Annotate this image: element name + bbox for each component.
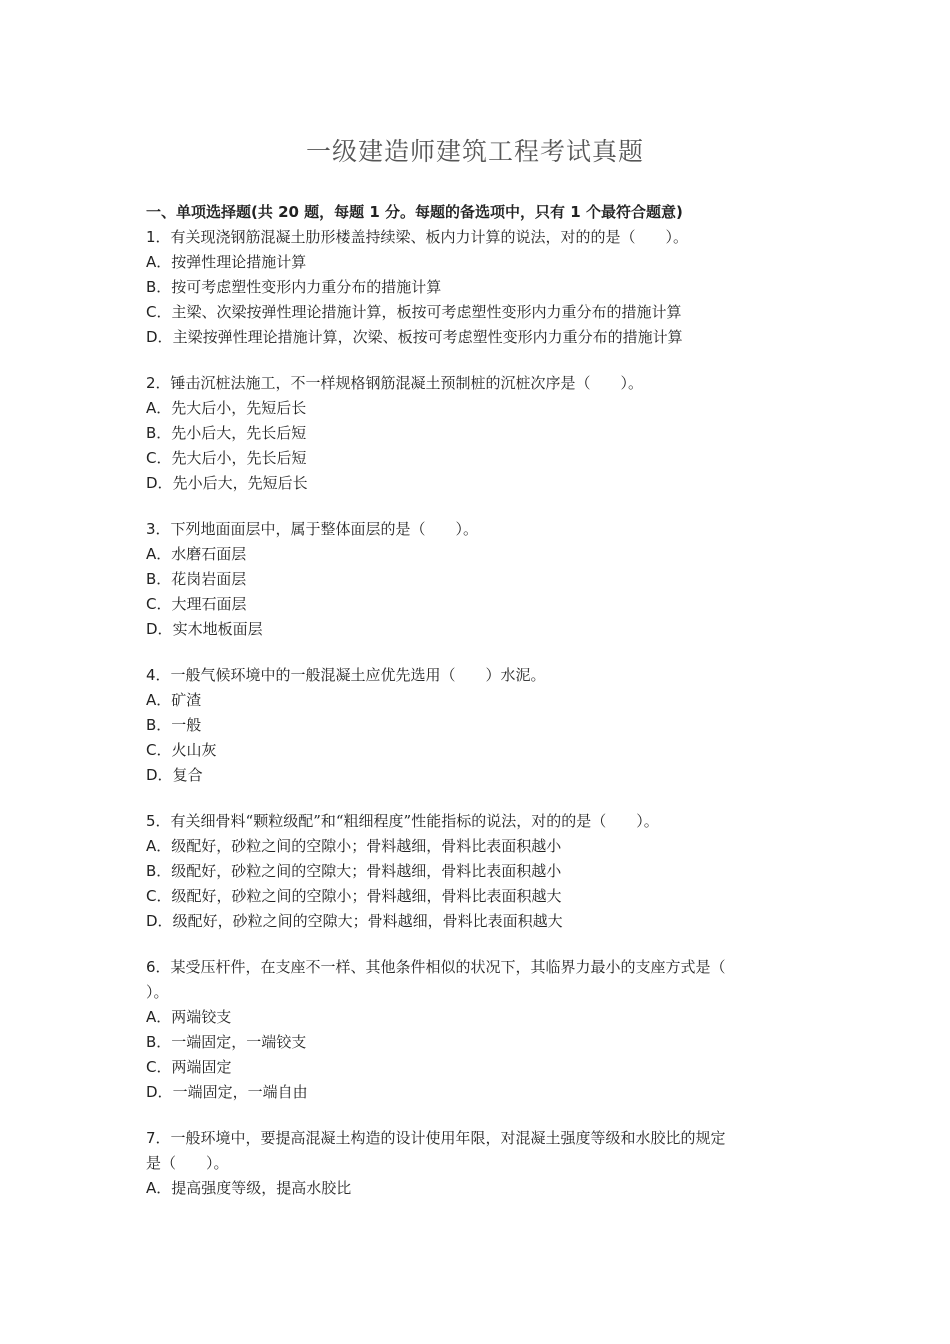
option-text: 主梁、次梁按弹性理论措施计算，板按可考虑塑性变形内力重分布的措施计算 [171, 303, 682, 321]
option [146, 592, 806, 617]
option-text: 矿渣 [171, 691, 202, 709]
question-number: 4． [146, 666, 171, 684]
option-text: 提高强度等级，提高水胶比 [171, 1179, 352, 1197]
option [146, 325, 806, 350]
option-text: 按可考虑塑性变形内力重分布的措施计算 [171, 278, 442, 296]
option-letter: A． [146, 1008, 172, 1026]
option-letter: D． [146, 328, 173, 346]
option-letter: C． [146, 741, 172, 759]
option-text: 级配好，砂粒之间的空隙大；骨料越细，骨料比表面积越大 [172, 912, 563, 930]
option-text: 级配好，砂粒之间的空隙小；骨料越细，骨料比表面积越大 [171, 887, 562, 905]
option-text: 火山灰 [171, 741, 217, 759]
option-letter: B． [146, 716, 172, 734]
option [146, 275, 806, 300]
option [146, 471, 806, 496]
option-letter: A． [146, 1179, 172, 1197]
option [146, 250, 806, 275]
option-letter: C． [146, 1058, 172, 1076]
question-stem [146, 980, 806, 1005]
option [146, 909, 806, 934]
question-4 [146, 663, 806, 788]
question-7 [146, 1126, 806, 1201]
option [146, 567, 806, 592]
option-text: 大理石面层 [171, 595, 247, 613]
option [146, 446, 806, 471]
option [146, 738, 806, 763]
option-letter: B． [146, 424, 172, 442]
option-text: 两端固定 [171, 1058, 232, 1076]
option-letter: C． [146, 303, 172, 321]
option-letter: B． [146, 278, 172, 296]
option-text: 一端固定，一端自由 [172, 1083, 308, 1101]
option-letter: C． [146, 887, 172, 905]
question-number: 2． [146, 374, 171, 392]
question-stem-text: 某受压杆件，在支座不一样、其他条件相似的状况下，其临界力最小的支座方式是（ [170, 958, 726, 976]
option [146, 1005, 806, 1030]
question-stem-text: 有关细骨料“颗粒级配”和“粗细程度”性能指标的说法，对的的是（ ）。 [170, 812, 659, 830]
question-3 [146, 517, 806, 642]
option [146, 421, 806, 446]
option-letter: A． [146, 545, 172, 563]
question-number: 3． [146, 520, 171, 538]
question-stem [146, 955, 806, 980]
option-letter: D． [146, 620, 173, 638]
option-letter: D． [146, 766, 173, 784]
document-title: 一级建造师建筑工程考试真题 [305, 137, 644, 166]
option-text: 先大后小，先长后短 [171, 449, 307, 467]
option [146, 542, 806, 567]
option-text: 复合 [172, 766, 203, 784]
document-body [146, 200, 806, 1201]
option-text: 按弹性理论措施计算 [171, 253, 307, 271]
option [146, 763, 806, 788]
option-text: 一端固定，一端铰支 [171, 1033, 307, 1051]
option-text: 花岗岩面层 [171, 570, 247, 588]
question-stem [146, 1151, 806, 1176]
question-stem-text: 一般环境中，要提高混凝土构造的设计使用年限，对混凝土强度等级和水胶比的规定 [170, 1129, 726, 1147]
question-stem [146, 517, 806, 542]
question-stem [146, 225, 806, 250]
question-6 [146, 955, 806, 1105]
option-text: 水磨石面层 [171, 545, 247, 563]
option-letter: C． [146, 449, 172, 467]
option [146, 859, 806, 884]
option-letter: B． [146, 862, 172, 880]
option-letter: A． [146, 399, 172, 417]
option-letter: A． [146, 253, 172, 271]
option-letter: D． [146, 912, 173, 930]
option-text: 一般 [171, 716, 202, 734]
option-text: 实木地板面层 [172, 620, 263, 638]
option-text: 两端铰支 [171, 1008, 232, 1026]
option [146, 1030, 806, 1055]
question-1 [146, 225, 806, 350]
section-heading: 一、单项选择题(共 20 题，每题 1 分。每题的备选项中，只有 1 个最符合题意) [146, 203, 683, 221]
question-stem [146, 371, 806, 396]
option [146, 300, 806, 325]
question-stem-text: 是（ ）。 [146, 1154, 229, 1172]
question-5 [146, 809, 806, 934]
option-text: 级配好，砂粒之间的空隙小；骨料越细，骨料比表面积越小 [171, 837, 562, 855]
option-letter: A． [146, 691, 172, 709]
option-letter: B． [146, 1033, 172, 1051]
question-number: 7． [146, 1129, 171, 1147]
option [146, 396, 806, 421]
option-text: 先大后小，先短后长 [171, 399, 307, 417]
option [146, 884, 806, 909]
option [146, 1055, 806, 1080]
question-number: 5． [146, 812, 171, 830]
option [146, 1176, 806, 1201]
question-stem-text: 锤击沉桩法施工，不一样规格钢筋混凝土预制桩的沉桩次序是（ ）。 [170, 374, 644, 392]
option [146, 834, 806, 859]
option-letter: B． [146, 570, 172, 588]
question-stem-text: 一般气候环境中的一般混凝土应优先选用（ ）水泥。 [170, 666, 546, 684]
question-stem [146, 809, 806, 834]
option-letter: A． [146, 837, 172, 855]
question-list [146, 225, 806, 1201]
option-text: 先小后大，先长后短 [171, 424, 307, 442]
option [146, 1080, 806, 1105]
option-letter: D． [146, 1083, 173, 1101]
option [146, 713, 806, 738]
question-stem-text: ）。 [146, 983, 169, 1001]
question-stem-text: 下列地面面层中，属于整体面层的是（ ）。 [170, 520, 479, 538]
question-2 [146, 371, 806, 496]
option-letter: C． [146, 595, 172, 613]
question-number: 1． [146, 228, 171, 246]
option [146, 688, 806, 713]
option-text: 先小后大，先短后长 [172, 474, 308, 492]
option-letter: D． [146, 474, 173, 492]
option-text: 主梁按弹性理论措施计算，次梁、板按可考虑塑性变形内力重分布的措施计算 [172, 328, 683, 346]
option [146, 617, 806, 642]
question-stem [146, 1126, 806, 1151]
question-stem-text: 有关现浇钢筋混凝土肋形楼盖持续梁、板内力计算的说法，对的的是（ ）。 [170, 228, 689, 246]
question-number: 6． [146, 958, 171, 976]
option-text: 级配好，砂粒之间的空隙大；骨料越细，骨料比表面积越小 [171, 862, 562, 880]
question-stem [146, 663, 806, 688]
